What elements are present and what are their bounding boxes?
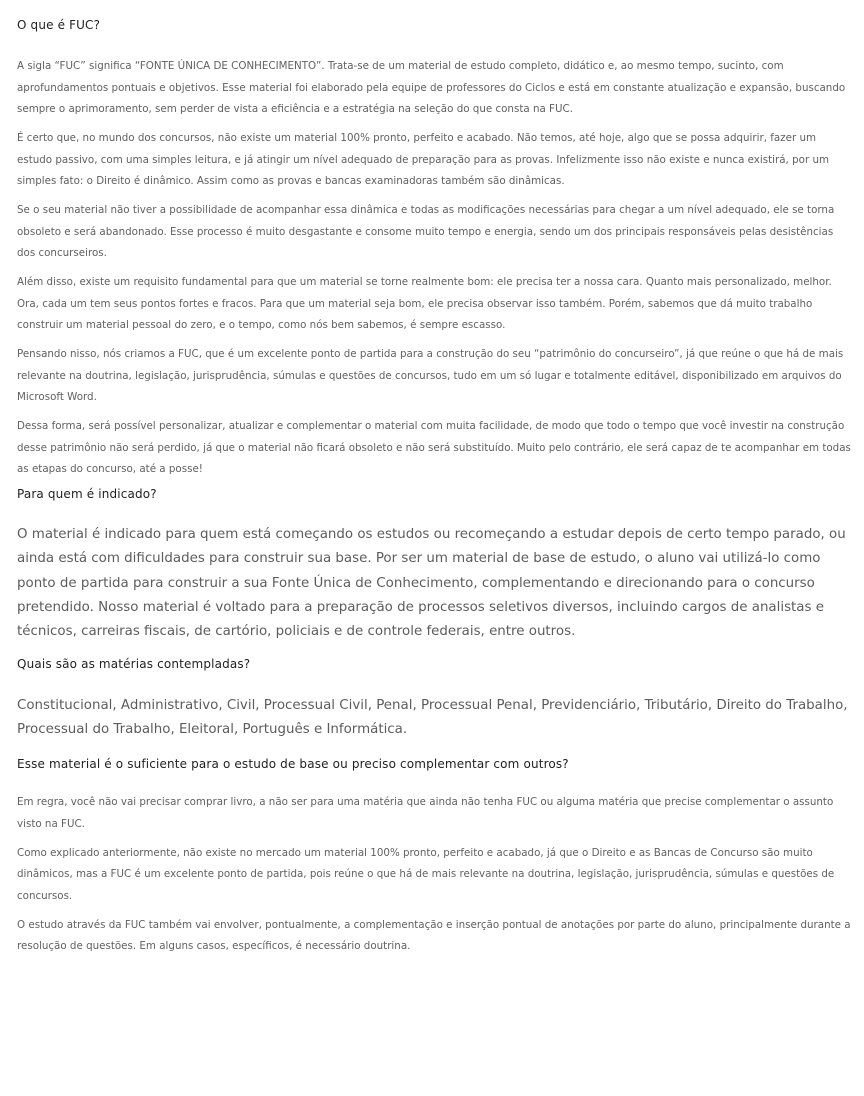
paragraph: O material é indicado para quem está começando os estudos ou recomeçando a estudar depois de certo tempo parado, ou ainda está com dificuldades para construir sua base. Por ser um material de base de estudo, o aluno vai utilizá-lo como ponto de partida para construir a sua Fonte Única de Conhecimento, complementando e direcionando para o concurso pretendido. Nosso material é voltado para a preparação de processos seletivos diversos, incluindo cargos de analistas e técnicos, carreiras fiscais, de cartório, policiais e de controle federais, entre outros. [17,527,846,640]
section-heading-target-audience: Para quem é indicado? [17,487,157,501]
section-body-subjects [17,694,853,743]
paragraph: O estudo através da FUC também vai envolver, pontualmente, a complementação e inserção pontual de anotações por parte do aluno, principalmente durante a resolução de questões. Em alguns casos, específicos, é necessário doutrina. [17,918,851,952]
section-body-is-it-enough [17,792,853,958]
paragraph: Além disso, existe um requisito fundamental para que um material se torne realmente bom: ele precisa ter a nossa cara. Quanto mais personalizado, melhor. Ora, cada um tem seus pontos fortes e fracos. Para que um material seja bom, ele precisa observar isso também. Porém, sabemos que dá muito trabalho construir um material pessoal do zero, e o tempo, como nós bem sabemos, é sempre escasso. [17,276,832,331]
section-heading-is-it-enough: Esse material é o suficiente para o estudo de base ou preciso complementar com outros? [17,757,569,771]
section-heading-subjects: Quais são as matérias contempladas? [17,657,251,671]
paragraph: Dessa forma, será possível personalizar, atualizar e complementar o material com muita facilidade, de modo que todo o tempo que você investir na construção desse patrimônio não será perdido, já que o material não ficará obsoleto e não será substituído. Muito pelo contrário, ele será capaz de te acompanhar em todas as etapas do concurso, até a posse! [17,420,851,475]
paragraph: É certo que, no mundo dos concursos, não existe um material 100% pronto, perfeito e acabado. Não temos, até hoje, algo que se possa adquirir, fazer um estudo passivo, com uma simples leitura, e já atingir um nível adequado de preparação para as provas. Infelizmente isso não existe e nunca existirá, por um simples fato: o Direito é dinâmico. Assim como as provas e bancas examinadoras também são dinâmicas. [17,132,830,187]
section-body-target-audience [17,523,853,644]
paragraph: Pensando nisso, nós criamos a FUC, que é um excelente ponto de partida para a construção do seu “patrimônio do concurseiro”, já que reúne o que há de mais relevante na doutrina, legislação, jurisprudência, súmulas e questões de concursos, tudo em um só lugar e totalmente editável, disponibilizado em arquivos do Microsoft Word. [17,348,844,403]
paragraph: Se o seu material não tiver a possibilidade de acompanhar essa dinâmica e todas as modificações necessárias para chegar a um nível adequado, ele se torna obsoleto e será abandonado. Esse processo é muito desgastante e consome muito tempo e energia, sendo um dos principais responsáveis pelas desistências dos concurseiros. [17,204,835,259]
paragraph: Constitucional, Administrativo, Civil, Processual Civil, Penal, Processual Penal, Previdenciário, Tributário, Direito do Trabalho, Processual do Trabalho, Eleitoral, Português e Informática. [17,698,848,738]
paragraph: Como explicado anteriormente, não existe no mercado um material 100% pronto, perfeito e acabado, já que o Direito e as Bancas de Concurso são muito dinâmicos, mas a FUC é um excelente ponto de partida, pois reúne o que há de mais relevante na doutrina, legislação, jurisprudência, súmulas e questões de concursos. [17,846,835,902]
section-body-what-is-fuc [17,56,853,481]
paragraph: Em regra, você não vai precisar comprar livro, a não ser para uma matéria que ainda não tenha FUC ou alguma matéria que precise complementar o assunto visto na FUC. [17,796,834,830]
section-heading-what-is-fuc: O que é FUC? [17,18,101,32]
paragraph: A sigla “FUC” significa “FONTE ÚNICA DE CONHECIMENTO”. Trata-se de um material de estudo completo, didático e, ao mesmo tempo, sucinto, com aprofundamentos pontuais e objetivos. Esse material foi elaborado pela equipe de professores do Ciclos e está em constante atualização e expansão, buscando sempre o aprimoramento, sem perder de vista a eficiência e a estratégia na seleção do que consta na FUC. [17,60,846,115]
